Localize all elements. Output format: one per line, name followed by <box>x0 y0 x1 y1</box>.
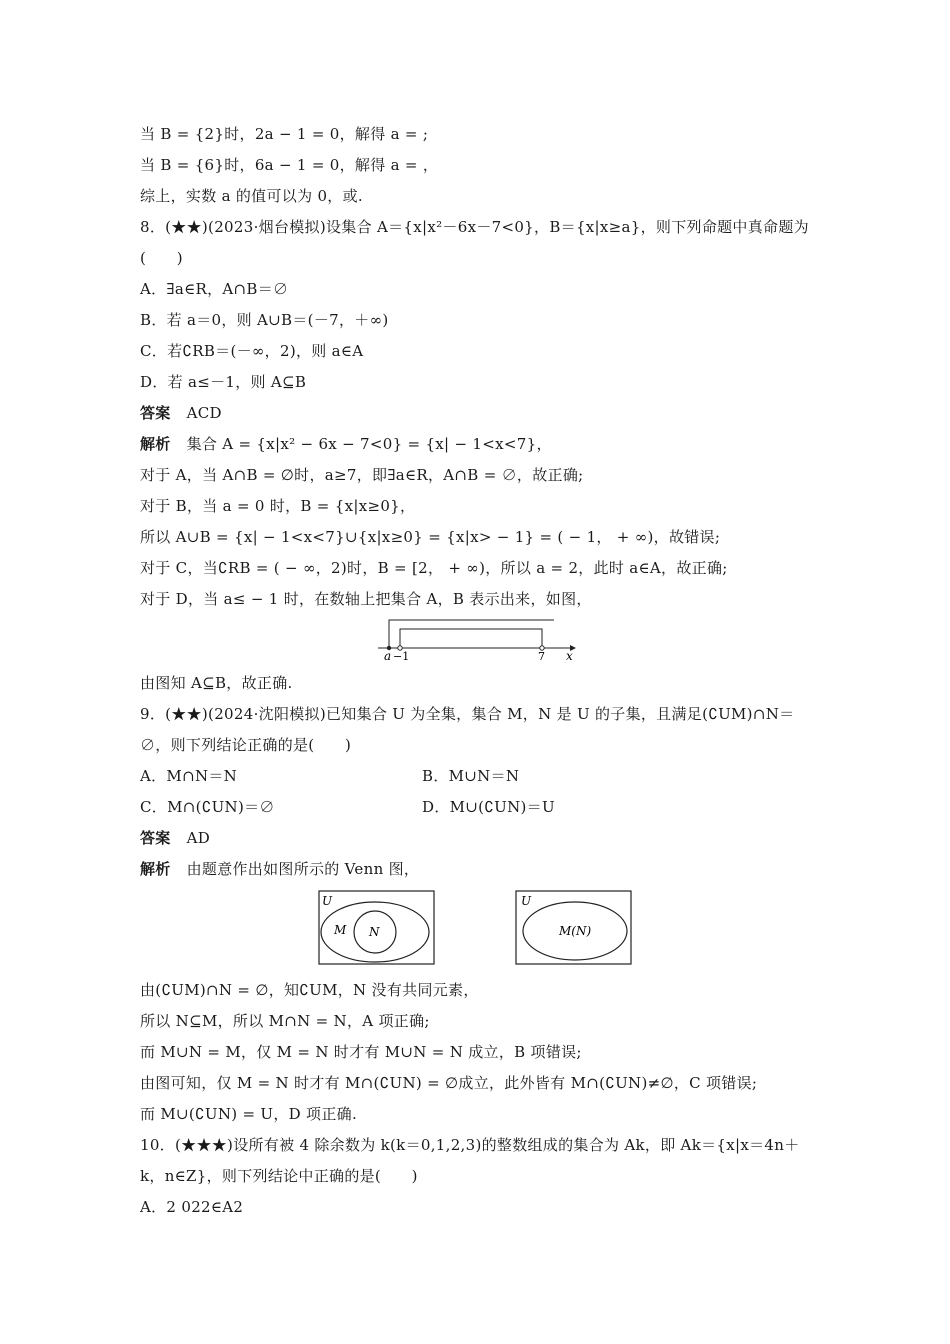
solution-text: 由题意作出如图所示的 Venn 图， <box>186 860 420 878</box>
option-9d: D．M∪(∁UN)＝U <box>422 798 555 816</box>
option-9c: C．M∩(∁UN)＝∅ <box>140 798 275 816</box>
question-10-stem: 10．(★★★)设所有被 4 除余数为 k(k＝0,1,2,3)的整数组成的集合为 Ak，即 Ak＝{x|x＝4n＋ <box>140 1136 800 1154</box>
text-line: 综上，实数 a 的值可以为 0，或. <box>140 187 363 205</box>
label-seven: 7 <box>538 650 545 663</box>
option-10a: A．2 022∈A2 <box>140 1198 244 1216</box>
question-10-stem-cont: k，n∈Z}，则下列结论中正确的是( ) <box>140 1167 418 1185</box>
solution-8-line: 对于 B，当 a = 0 时，B = {x|x≥0}， <box>140 497 416 515</box>
answer-label: 答案 <box>140 404 171 422</box>
solution-9-line: 所以 N⊆M，所以 M∩N = N，A 项正确; <box>140 1012 430 1030</box>
set-b-bracket <box>389 620 554 648</box>
solution-9-line: 而 M∪(∁UN) = U，D 项正确. <box>140 1105 358 1123</box>
label-minus-one: −1 <box>393 650 410 663</box>
solution-9-line: 而 M∪N = M，仅 M = N 时才有 M∪N = N 成立，B 项错误; <box>140 1043 582 1061</box>
option-8b: B．若 a＝0，则 A∪B＝(－7，＋∞) <box>140 311 389 329</box>
label-a: a <box>384 649 392 663</box>
solution-text: 集合 A = {x|x² − 6x − 7<0} = {x| − 1<x<7}， <box>186 435 552 453</box>
answer-label: 答案 <box>140 829 171 847</box>
answer-value: AD <box>186 829 211 847</box>
solution-9-line <box>140 857 419 881</box>
solution-8-line <box>140 432 552 456</box>
option-8c: C．若∁RB＝(－∞，2)，则 a∈A <box>140 342 364 360</box>
option-8d: D．若 a≤－1，则 A⊆B <box>140 373 307 391</box>
question-9-stem: 9．(★★)(2024·沈阳模拟)已知集合 U 为全集，集合 M，N 是 U 的子集，且满足(∁UM)∩N＝ <box>140 705 795 723</box>
solution-8-line: 对于 C，当∁RB = ( − ∞，2)时，B = [2， + ∞)，所以 a = 2，此时 a∈A，故正确; <box>140 559 728 577</box>
number-line-figure <box>370 614 580 664</box>
text-line: 当 B = {2}时，2a − 1 = 0，解得 a = ; <box>140 125 429 143</box>
solution-9-line: 由图可知，仅 M = N 时才有 M∩(∁UN) = ∅成立，此外皆有 M∩(∁UN)≠∅，C 项错误; <box>140 1074 758 1092</box>
solution-8-line: 所以 A∪B = {x| − 1<x<7}∪{x|x≥0} = {x|x> − 1} = ( − 1， + ∞)，故错误; <box>140 528 721 546</box>
label-x: x <box>566 649 573 663</box>
venn-diagram-left <box>318 890 436 966</box>
label-n: N <box>369 925 380 939</box>
solution-label: 解析 <box>140 860 171 878</box>
set-a-bracket <box>400 629 542 648</box>
answer-9 <box>140 826 210 850</box>
option-9b: B．M∪N＝N <box>422 767 520 785</box>
question-8-bracket: ( ) <box>140 249 183 267</box>
solution-label: 解析 <box>140 435 171 453</box>
label-u: U <box>521 894 532 908</box>
label-u: U <box>322 894 333 908</box>
solution-8-line: 对于 A，当 A∩B = ∅时，a≥7，即∃a∈R，A∩B = ∅，故正确; <box>140 466 584 484</box>
question-8-stem: 8．(★★)(2023·烟台模拟)设集合 A＝{x|x²－6x－7<0}，B＝{x|x≥a}，则下列命题中真命题为 <box>140 218 809 236</box>
solution-8-line: 对于 D，当 a≤ − 1 时，在数轴上把集合 A，B 表示出来，如图， <box>140 590 592 608</box>
option-9a: A．M∩N＝N <box>140 767 238 785</box>
venn-diagram-right <box>515 890 633 966</box>
text-line: 当 B = {6}时，6a − 1 = 0，解得 a = ， <box>140 156 439 174</box>
answer-value: ACD <box>186 404 222 422</box>
answer-8 <box>140 401 222 425</box>
label-m: M <box>334 923 347 937</box>
solution-9-line: 由(∁UM)∩N = ∅，知∁UM，N 没有共同元素， <box>140 981 479 999</box>
label-mn: M(N) <box>559 924 592 938</box>
option-8a: A．∃a∈R，A∩B＝∅ <box>140 280 289 298</box>
solution-8-line: 由图知 A⊆B，故正确. <box>140 674 293 692</box>
question-9-stem-cont: ∅，则下列结论正确的是( ) <box>140 736 352 754</box>
